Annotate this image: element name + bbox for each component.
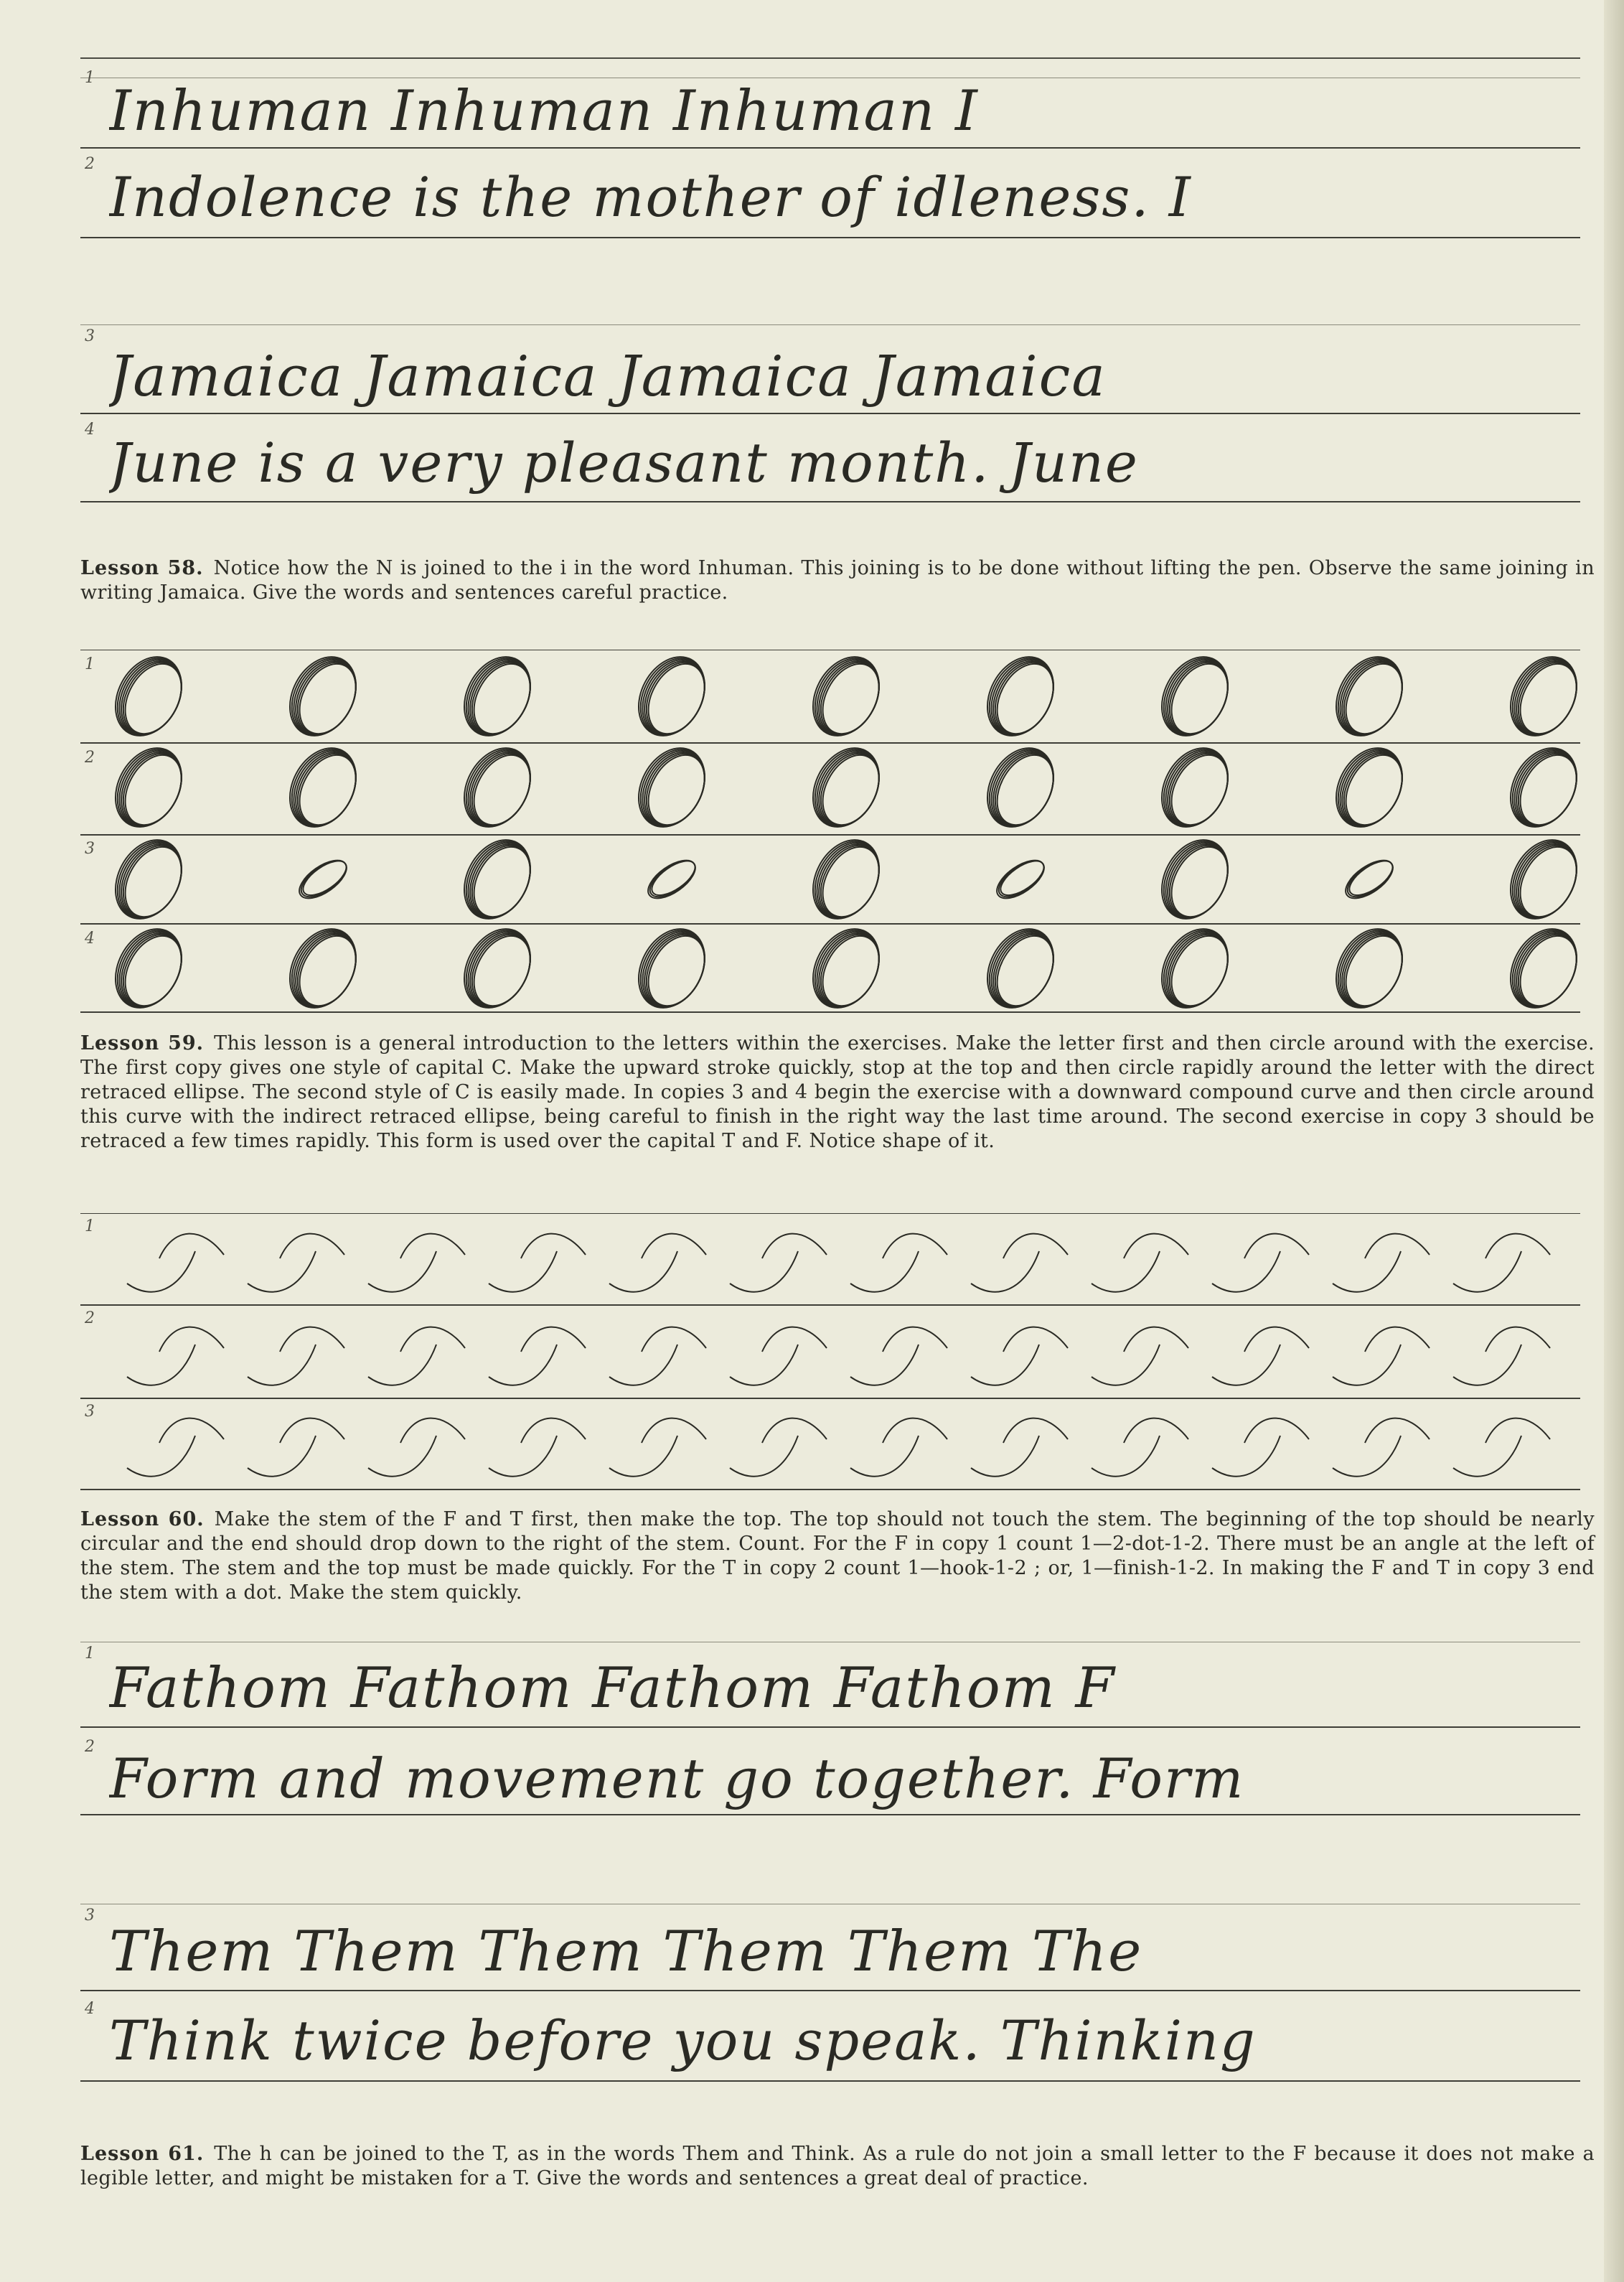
retraced-ellipse bbox=[626, 650, 718, 747]
copy-text: Inhuman Inhuman Inhuman I bbox=[109, 79, 979, 144]
row-number: 1 bbox=[85, 655, 95, 673]
drill-lesson-60 bbox=[80, 1213, 1580, 1493]
row-number: 4 bbox=[85, 930, 95, 948]
copy-block-them bbox=[80, 1902, 1580, 2092]
retraced-ellipse bbox=[103, 828, 195, 930]
copy-row bbox=[80, 151, 1580, 244]
retraced-ellipse bbox=[1498, 736, 1580, 838]
drill-lesson-59 bbox=[80, 650, 1580, 1016]
copy-row bbox=[80, 1734, 1580, 1827]
row-number: 3 bbox=[85, 840, 95, 858]
row-number: 2 bbox=[85, 1738, 95, 1756]
stem-stroke bbox=[127, 1418, 224, 1477]
stem-stroke bbox=[489, 1327, 586, 1385]
row-number: 3 bbox=[85, 327, 95, 345]
ellipse-drill-svg bbox=[80, 650, 1580, 1016]
top-rule bbox=[80, 57, 1580, 59]
copy-text: Them Them Them Them Them The bbox=[109, 1919, 1143, 1984]
stem-stroke bbox=[1453, 1418, 1550, 1477]
stem-stroke bbox=[1212, 1327, 1309, 1385]
retraced-ellipse bbox=[451, 828, 544, 930]
retraced-ellipse bbox=[975, 650, 1067, 747]
retraced-ellipse bbox=[800, 736, 893, 838]
retraced-ellipse bbox=[103, 917, 195, 1016]
retraced-ellipse bbox=[1340, 853, 1399, 905]
stem-stroke bbox=[730, 1418, 827, 1477]
lesson-61-text: Lesson 61. The h can be joined to the T, as in the words Them and Think. As a rule do not join a small letter to the F because it does not make a legible letter, and might be mistaken for a T. Give the words and sentences a great deal of practice. bbox=[80, 2143, 1595, 2189]
retraced-ellipse bbox=[277, 917, 370, 1016]
row-number: 3 bbox=[85, 1403, 95, 1421]
stem-stroke bbox=[368, 1327, 465, 1385]
stem-stroke bbox=[368, 1234, 465, 1292]
retraced-ellipse bbox=[1498, 650, 1580, 747]
row-number: 1 bbox=[85, 1217, 95, 1235]
retraced-ellipse bbox=[277, 650, 370, 747]
lesson-58-heading: Lesson 58. bbox=[80, 557, 204, 579]
stem-stroke bbox=[1333, 1418, 1430, 1477]
copy-row bbox=[80, 323, 1580, 416]
stem-stroke bbox=[609, 1234, 706, 1292]
stem-stroke bbox=[1333, 1327, 1430, 1385]
copy-row bbox=[80, 416, 1580, 510]
retraced-ellipse bbox=[800, 917, 893, 1016]
stem-drill-svg bbox=[80, 1213, 1580, 1493]
stem-stroke bbox=[127, 1327, 224, 1385]
retraced-ellipse bbox=[626, 917, 718, 1016]
retraced-ellipse bbox=[1149, 828, 1242, 930]
retraced-ellipse bbox=[800, 828, 893, 930]
retraced-ellipse bbox=[451, 917, 544, 1016]
row-number: 2 bbox=[85, 1309, 95, 1327]
copy-row bbox=[80, 65, 1580, 151]
row-number: 2 bbox=[85, 155, 95, 173]
copy-text: Form and movement go together. Form bbox=[109, 1746, 1245, 1810]
retraced-ellipse bbox=[1149, 650, 1242, 747]
retraced-ellipse bbox=[975, 736, 1067, 838]
retraced-ellipse bbox=[103, 736, 195, 838]
row-number: 2 bbox=[85, 749, 95, 767]
retraced-ellipse bbox=[277, 736, 370, 838]
stem-stroke bbox=[248, 1418, 344, 1477]
retraced-ellipse bbox=[642, 853, 702, 905]
stem-stroke bbox=[730, 1234, 827, 1292]
stem-stroke bbox=[1212, 1234, 1309, 1292]
stem-stroke bbox=[850, 1327, 947, 1385]
retraced-ellipse bbox=[975, 917, 1067, 1016]
stem-stroke bbox=[368, 1418, 465, 1477]
retraced-ellipse bbox=[1498, 917, 1580, 1016]
copy-text: June is a very pleasant month. June bbox=[109, 431, 1139, 495]
lesson-60-heading: Lesson 60. bbox=[80, 1508, 205, 1530]
retraced-ellipse bbox=[103, 650, 195, 747]
stem-stroke bbox=[127, 1234, 224, 1292]
stem-stroke bbox=[971, 1327, 1068, 1385]
stem-stroke bbox=[1092, 1327, 1188, 1385]
retraced-ellipse bbox=[451, 650, 544, 747]
stem-stroke bbox=[1453, 1327, 1550, 1385]
row-number: 4 bbox=[85, 421, 95, 439]
stem-stroke bbox=[489, 1234, 586, 1292]
stem-stroke bbox=[730, 1327, 827, 1385]
lesson-59-text: Lesson 59. This lesson is a general introduction to the letters within the exercises. Make the letter first and then circle around with the exercise. The first copy gives one style of capital C. Make the upward stroke quickly, stop at the top and then circle rapidly around the letter with the direct retraced ellipse. The second style of C is easily made. In copies 3 and 4 begin the exercise with a downward compound curve and then circle around this curve with the indirect retraced ellipse, being careful to finish in the right way the last time around. The second exercise in copy 3 should be retraced a few times rapidly. This form is used over the capital T and F. Notice shape of it. bbox=[80, 1032, 1595, 1152]
stem-stroke bbox=[489, 1418, 586, 1477]
stem-stroke bbox=[971, 1234, 1068, 1292]
retraced-ellipse bbox=[800, 650, 893, 747]
stem-stroke bbox=[1212, 1418, 1309, 1477]
row-number: 1 bbox=[85, 69, 95, 87]
page-edge-shadow bbox=[1604, 0, 1624, 2282]
copy-row bbox=[80, 1996, 1580, 2092]
retraced-ellipse bbox=[451, 736, 544, 838]
copy-row bbox=[80, 1902, 1580, 1996]
copy-block-fathom bbox=[80, 1640, 1580, 1827]
lesson-61-heading: Lesson 61. bbox=[80, 2143, 205, 2165]
stem-stroke bbox=[609, 1327, 706, 1385]
lesson-60-text: Lesson 60. Make the stem of the F and T first, then make the top. The top should not touch the stem. The beginning of the top should be nearly circular and the end should drop down to the right of the stem. Count. For the F in copy 1 count 1—2-dot-1-2. There must be an angle at the left of the stem. The stem and the top must be made quickly. For the T in copy 2 count 1—hook-1-2 ; or, 1—finish-1-2. In making the F and T in copy 3 end the stem with a dot. Make the stem quickly. bbox=[80, 1508, 1595, 1604]
lesson-58-text: Lesson 58. Notice how the N is joined to the i in the word Inhuman. This joining is to be done without lifting the pen. Observe the same joining in writing Jamaica. Give the words and sentences careful practice. bbox=[80, 557, 1595, 604]
stem-stroke bbox=[850, 1234, 947, 1292]
retraced-ellipse bbox=[1323, 650, 1416, 747]
stem-stroke bbox=[1453, 1234, 1550, 1292]
stem-stroke bbox=[1092, 1418, 1188, 1477]
copy-text: Think twice before you speak. Thinking bbox=[109, 2009, 1257, 2072]
copy-row bbox=[80, 1640, 1580, 1734]
stem-stroke bbox=[850, 1418, 947, 1477]
retraced-ellipse bbox=[1149, 917, 1242, 1016]
stem-stroke bbox=[1092, 1234, 1188, 1292]
stem-stroke bbox=[1333, 1234, 1430, 1292]
copy-text: Fathom Fathom Fathom Fathom F bbox=[109, 1656, 1116, 1721]
retraced-ellipse bbox=[1323, 736, 1416, 838]
copy-block-jamaica bbox=[80, 323, 1580, 510]
retraced-ellipse bbox=[991, 853, 1051, 905]
lesson-59-heading: Lesson 59. bbox=[80, 1032, 205, 1055]
retraced-ellipse bbox=[1323, 917, 1416, 1016]
row-number: 1 bbox=[85, 1645, 95, 1663]
copy-text: Jamaica Jamaica Jamaica Jamaica bbox=[109, 345, 1107, 409]
row-number: 4 bbox=[85, 2000, 95, 2018]
stem-stroke bbox=[971, 1418, 1068, 1477]
retraced-ellipse bbox=[1149, 736, 1242, 838]
retraced-ellipse bbox=[626, 736, 718, 838]
stem-stroke bbox=[609, 1418, 706, 1477]
row-number: 3 bbox=[85, 1907, 95, 1925]
stem-stroke bbox=[248, 1327, 344, 1385]
copy-block-inhuman bbox=[80, 65, 1580, 244]
retraced-ellipse bbox=[294, 853, 353, 905]
copy-text: Indolence is the mother of idleness. I bbox=[109, 165, 1192, 229]
stem-stroke bbox=[248, 1234, 344, 1292]
retraced-ellipse bbox=[1498, 828, 1580, 930]
